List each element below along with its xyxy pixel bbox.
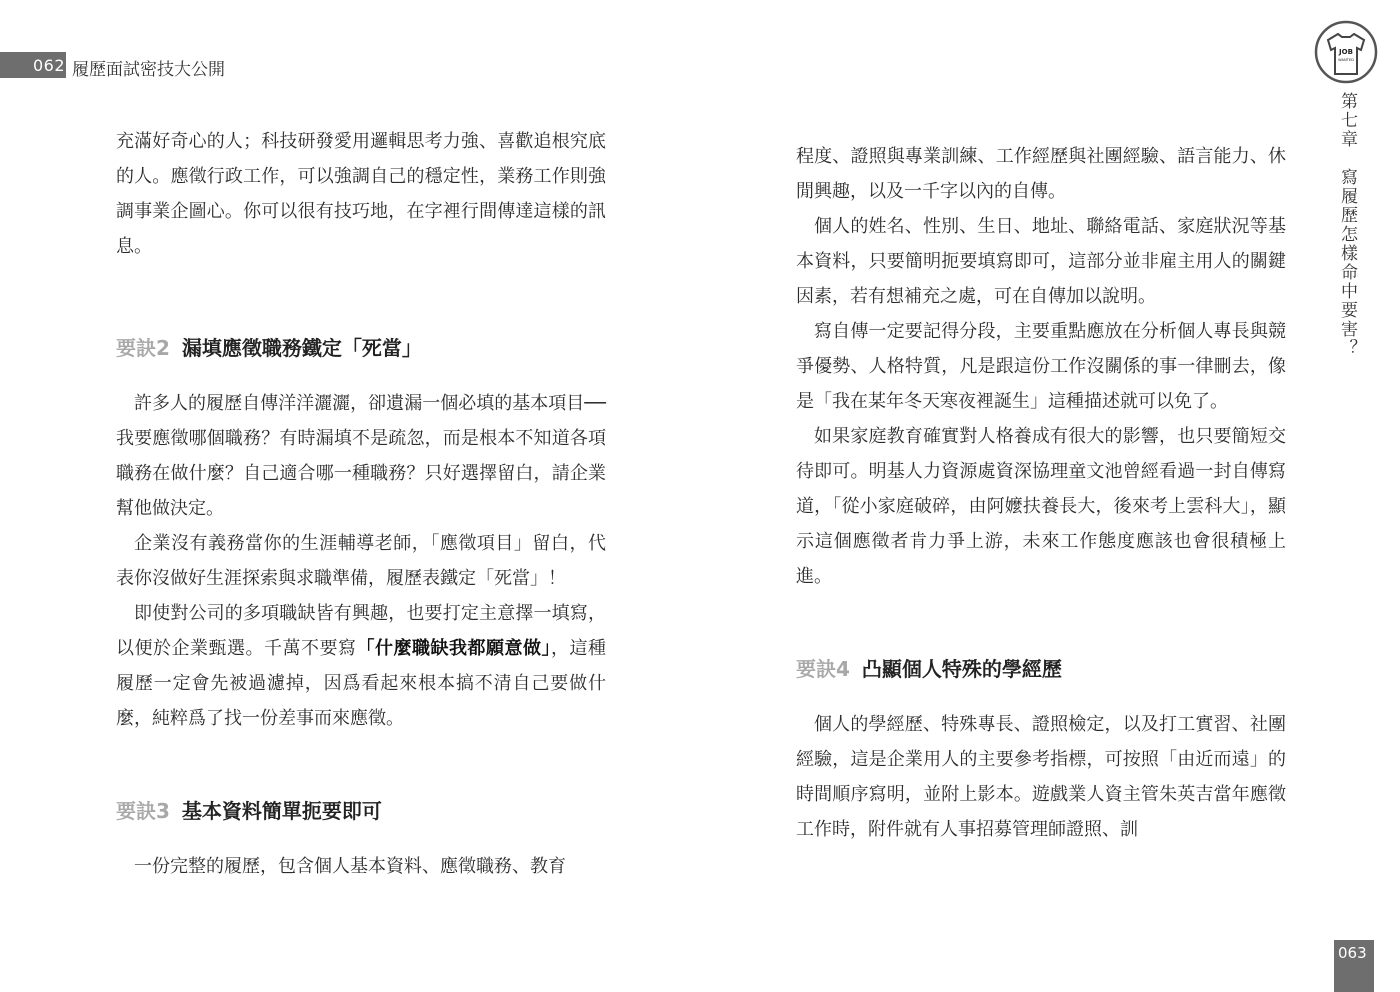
heading-tip-3 (116, 794, 606, 829)
left-paragraph-4 (116, 596, 606, 736)
heading-tip-4-title: 凸顯個人特殊的學經歷 (861, 657, 1062, 681)
heading-tip-3-tag: 要訣3 (116, 799, 170, 823)
left-paragraph-3: 企業沒有義務當你的生涯輔導老師，「應徵項目」留白，代表你沒做好生涯探索與求職準備，履歷表鐵定「死當」！ (116, 533, 606, 589)
icon-text-wanted: WANTED (1338, 58, 1354, 62)
left-paragraph-4-part-b: ，這種履歷一定會先被過濾掉，因爲看起來根本搞不清自己要做什麼，純粹爲了找一份差事而來應徵。 (116, 638, 606, 729)
heading-tip-2-tag: 要訣2 (116, 336, 170, 360)
heading-tip-2 (116, 331, 606, 366)
heading-tip-2-title: 漏填應徵職務鐵定「死當」 (181, 336, 422, 360)
page-number-left: 062 (33, 56, 66, 75)
page-number-right: 063 (1338, 944, 1367, 962)
left-column (116, 124, 606, 884)
book-title: 履歷面試密技大公開 (72, 60, 225, 80)
left-paragraph-1: 充滿好奇心的人；科技研發愛用邏輯思考力強、喜歡追根究底的人。應徵行政工作，可以強調自己的穩定性，業務工作則強調事業企圖心。你可以很有技巧地，在字裡行間傳達這樣的訊息。 (116, 131, 606, 257)
right-paragraph-5: 個人的學經歷、特殊專長、證照檢定，以及打工實習、社團經驗，這是企業用人的主要參考指標，可按照「由近而遠」的時間順序寫明，並附上影本。遊戲業人資主管朱英吉當年應徵工作時，附件就有人事招募管理師證照、訓 (796, 714, 1286, 840)
left-paragraph-5: 一份完整的履歷，包含個人基本資料、應徵職務、教育 (134, 856, 566, 877)
left-paragraph-2: 許多人的履歷自傳洋洋灑灑，卻遺漏一個必填的基本項目──我要應徵哪個職務？有時漏填不是疏忽，而是根本不知道各項職務在做什麼？自己適合哪一種職務？只好選擇留白，請企業幫他做決定。 (116, 393, 606, 519)
heading-tip-4 (796, 652, 1286, 687)
left-paragraph-4-part-a: 即使對公司的多項職缺皆有興趣，也要打定主意擇一填寫，以便於企業甄選。千萬不要寫 (116, 603, 606, 659)
left-paragraph-4-bold: 「什麼職缺我都願意做」 (356, 638, 551, 659)
heading-tip-4-tag: 要訣4 (796, 657, 850, 681)
icon-text-job: JOB (1339, 48, 1353, 56)
job-wanted-shirt-icon (1314, 20, 1378, 84)
right-column (796, 139, 1286, 847)
heading-tip-3-title: 基本資料簡單扼要即可 (181, 799, 382, 823)
chapter-title-vertical: 第七章 寫履歷怎樣命中要害？ (1337, 92, 1357, 358)
right-paragraph-1: 程度、證照與專業訓練、工作經歷與社團經驗、語言能力、休閒興趣，以及一千字以內的自傳。 (796, 146, 1286, 202)
right-paragraph-3: 寫自傳一定要記得分段，主要重點應放在分析個人專長與競爭優勢、人格特質，凡是跟這份工作沒關係的事一律刪去，像是「我在某年冬天寒夜裡誕生」這種描述就可以免了。 (796, 321, 1286, 412)
right-paragraph-2: 個人的姓名、性別、生日、地址、聯絡電話、家庭狀況等基本資料，只要簡明扼要填寫即可，這部分並非雇主用人的關鍵因素，若有想補充之處，可在自傳加以說明。 (796, 216, 1286, 307)
right-paragraph-4: 如果家庭教育確實對人格養成有很大的影響，也只要簡短交待即可。明基人力資源處資深協理童文池曾經看過一封自傳寫道，「從小家庭破碎，由阿嬤扶養長大，後來考上雲科大」，顯示這個應徵者肯力爭上游，未來工作態度應該也會很積極上進。 (796, 426, 1286, 587)
